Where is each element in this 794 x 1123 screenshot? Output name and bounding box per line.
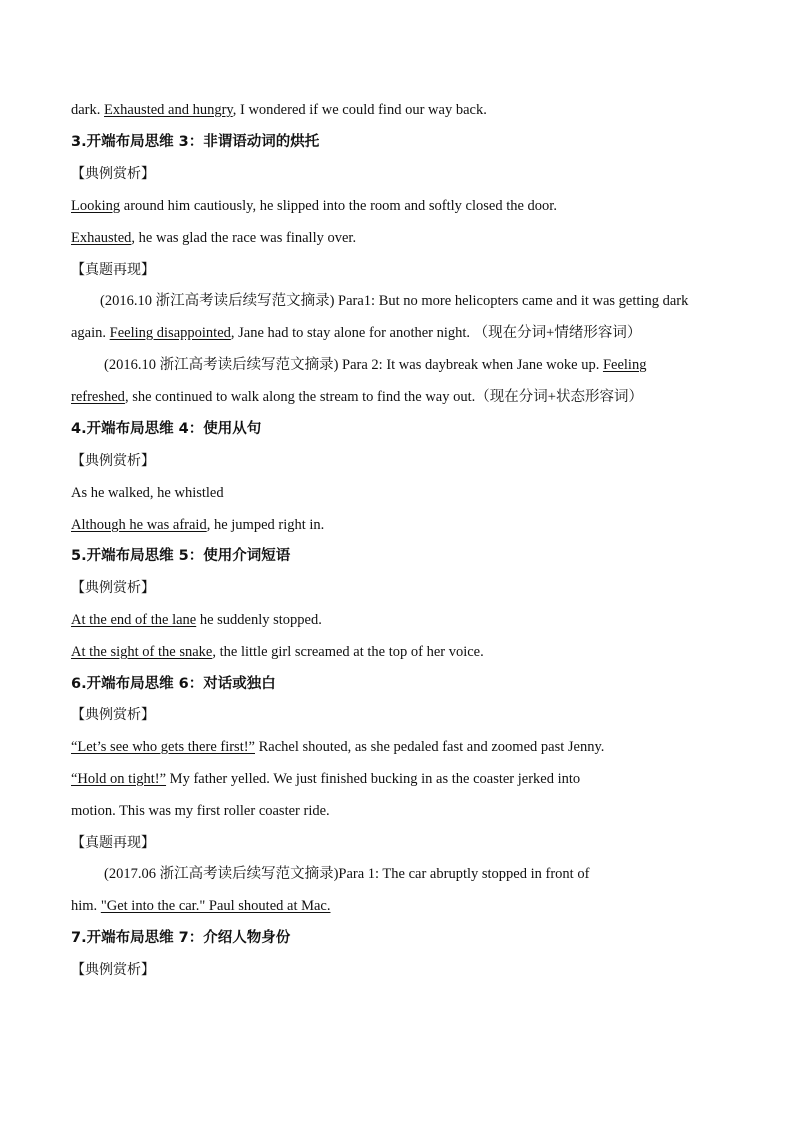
example-analysis-label: 【典例赏析】 bbox=[71, 707, 155, 723]
section-heading-5: 5.开端布局思维 5：使用介词短语 bbox=[71, 548, 291, 564]
text-line: As he walked, he whistled bbox=[71, 485, 224, 501]
text-run: around him cautiously, he slipped into the room and softly closed the door. bbox=[120, 198, 557, 214]
text-run: him. bbox=[71, 898, 101, 914]
text-run: , the little girl screamed at the top of her voice. bbox=[212, 644, 484, 660]
text-line: motion. This was my first roller coaster ride. bbox=[71, 803, 330, 819]
underlined-phrase: Exhausted bbox=[71, 230, 132, 246]
text-line bbox=[71, 738, 604, 756]
text-line: (2017.06 浙江高考读后续写范文摘录)Para 1: The car abruptly stopped in front of bbox=[104, 866, 590, 882]
text-line bbox=[71, 516, 324, 534]
example-analysis-label: 【典例赏析】 bbox=[71, 962, 155, 978]
text-line bbox=[71, 388, 643, 406]
text-line bbox=[71, 897, 331, 915]
text-run: dark. bbox=[71, 102, 105, 118]
text-run: , he was glad the race was finally over. bbox=[131, 230, 357, 246]
underlined-phrase: “Hold on tight!” bbox=[71, 771, 167, 787]
text-line: (2016.10 浙江高考读后续写范文摘录) Para1: But no more helicopters came and it was getting dark bbox=[100, 293, 689, 309]
text-line bbox=[71, 643, 484, 661]
text-run: Rachel shouted, as she pedaled fast and zoomed past Jenny. bbox=[255, 739, 605, 755]
text-run: , he jumped right in. bbox=[206, 517, 325, 533]
text-line bbox=[71, 770, 580, 788]
text-run: , I wondered if we could find our way back. bbox=[232, 102, 487, 118]
underlined-phrase: refreshed bbox=[71, 389, 125, 405]
exam-review-label: 【真题再现】 bbox=[71, 262, 155, 278]
text-run: again. bbox=[71, 325, 110, 341]
text-line bbox=[71, 197, 557, 215]
underlined-phrase: At the end of the lane bbox=[71, 612, 197, 628]
underlined-phrase: Exhausted and hungry bbox=[104, 102, 233, 118]
text-line bbox=[71, 611, 322, 629]
text-line bbox=[71, 229, 356, 247]
example-analysis-label: 【典例赏析】 bbox=[71, 580, 155, 596]
text-run: he suddenly stopped. bbox=[196, 612, 322, 628]
text-line bbox=[71, 324, 641, 342]
underlined-phrase: Feeling bbox=[602, 357, 647, 373]
example-analysis-label: 【典例赏析】 bbox=[71, 453, 155, 469]
section-heading-6: 6.开端布局思维 6：对话或独白 bbox=[71, 676, 276, 692]
underlined-phrase: "Get into the car." Paul shouted at Mac. bbox=[100, 898, 331, 914]
text-run: (2016.10 浙江高考读后续写范文摘录) Para 2: It was daybreak when Jane woke up. bbox=[104, 357, 603, 373]
underlined-phrase: Feeling disappointed bbox=[109, 325, 231, 341]
exam-review-label: 【真题再现】 bbox=[71, 835, 155, 851]
section-heading-7: 7.开端布局思维 7：介绍人物身份 bbox=[71, 930, 291, 946]
text-run: My father yelled. We just finished bucking in as the coaster jerked into bbox=[166, 771, 581, 787]
section-heading-3: 3.开端布局思维 3：非谓语动词的烘托 bbox=[71, 134, 320, 150]
text-run: , she continued to walk along the stream to find the way out.（现在分词+状态形容词） bbox=[124, 389, 643, 405]
example-analysis-label: 【典例赏析】 bbox=[71, 166, 155, 182]
text-run: , Jane had to stay alone for another night. （现在分词+情绪形容词） bbox=[230, 325, 642, 341]
underlined-phrase: Although he was afraid bbox=[71, 517, 207, 533]
underlined-phrase: At the sight of the snake bbox=[71, 644, 213, 660]
text-line bbox=[71, 101, 487, 119]
underlined-phrase: “Let’s see who gets there first!” bbox=[71, 739, 255, 755]
underlined-phrase: Looking bbox=[71, 198, 121, 214]
text-line bbox=[104, 356, 646, 374]
section-heading-4: 4.开端布局思维 4：使用从句 bbox=[71, 421, 262, 437]
